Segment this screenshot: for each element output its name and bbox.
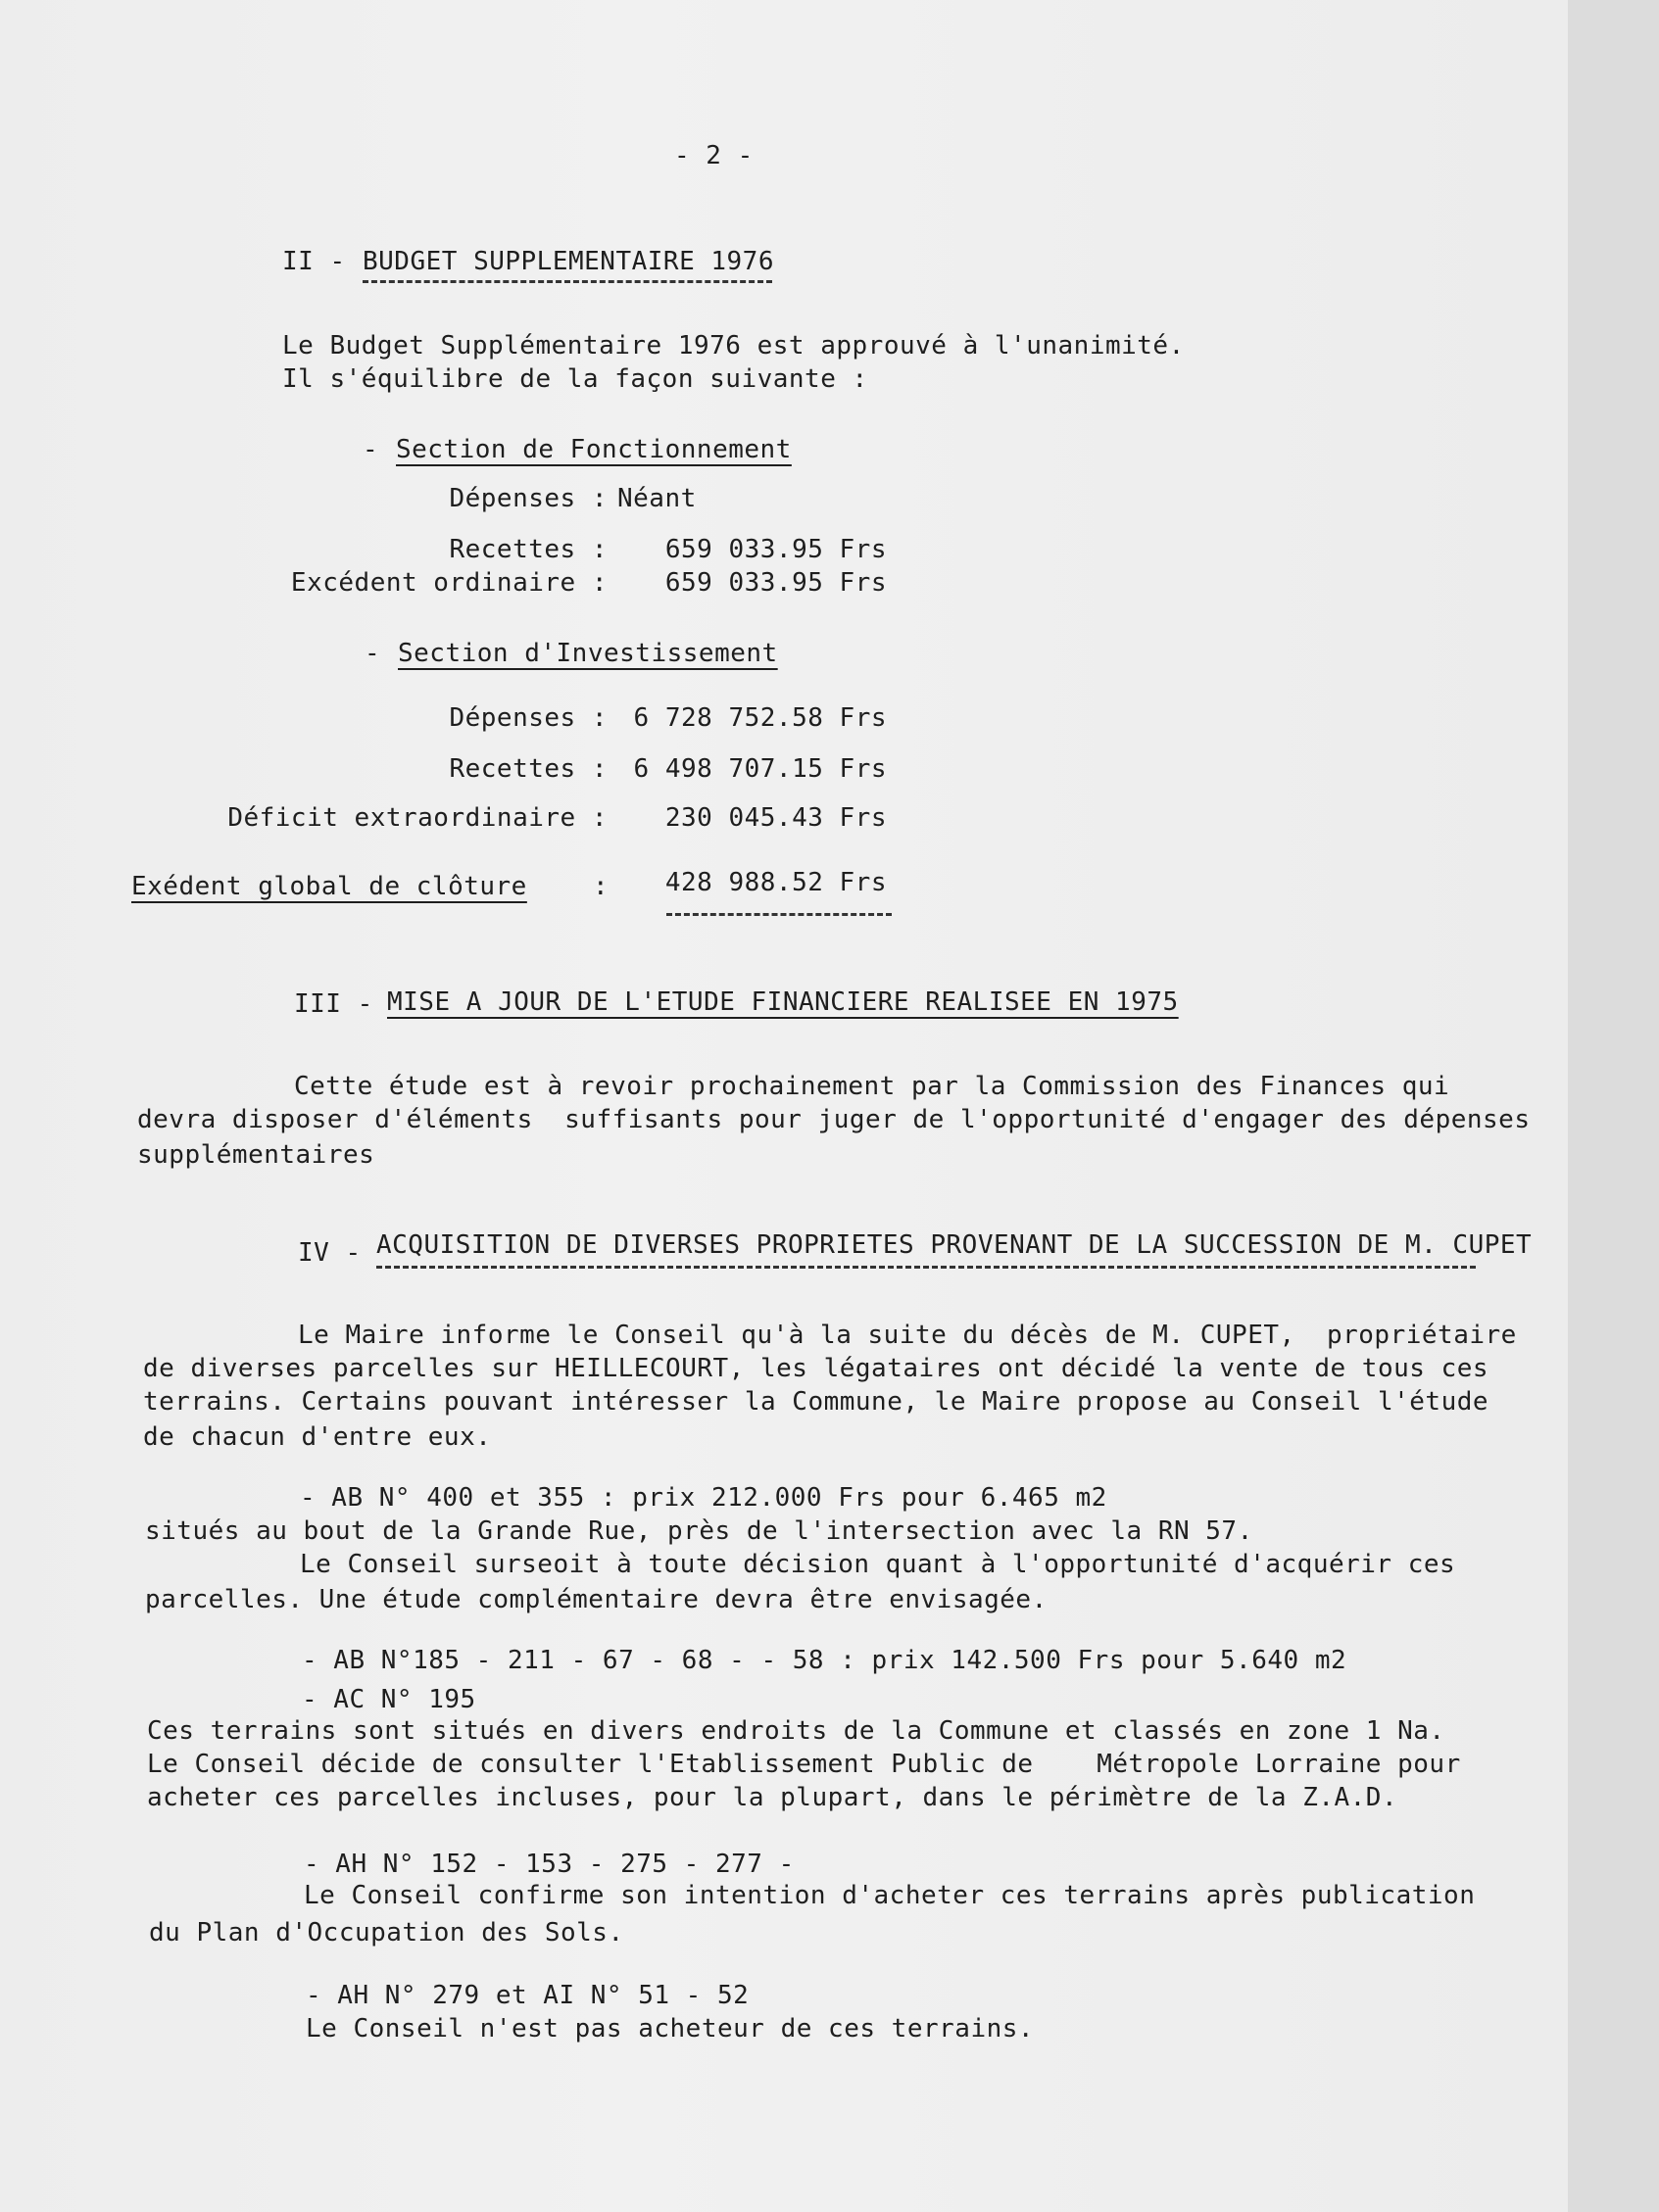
fonct-depenses-label: Dépenses :: [449, 484, 608, 513]
fonct-recettes-label: Recettes :: [449, 535, 608, 564]
invest-depenses-label: Dépenses :: [449, 703, 608, 733]
p3-line-2: - AC N° 195: [302, 1685, 476, 1714]
section-4-heading: ACQUISITION DE DIVERSES PROPRIETES PROVENANT DE LA SUCCESSION DE M. CUPET: [376, 1230, 1533, 1260]
section-2-intro-line-2: Il s'équilibre de la façon suivante :: [282, 364, 868, 394]
section-2-heading-underline: [363, 280, 772, 283]
cloture-value: 428 988.52 Frs: [664, 868, 887, 897]
cloture-label: Exédent global de clôture: [131, 872, 527, 901]
p2-line-4: parcelles. Une étude complémentaire devra être envisagée.: [145, 1585, 1048, 1614]
invest-deficit-label: Déficit extraordinaire :: [227, 803, 608, 833]
cloture-colon: :: [593, 872, 610, 901]
p4-line-1: - AH N° 152 - 153 - 275 - 277 -: [304, 1850, 795, 1879]
page-number: - 2 -: [674, 141, 754, 170]
section-2-heading: BUDGET SUPPLEMENTAIRE 1976: [363, 247, 774, 276]
p1-line-4: de chacun d'entre eux.: [143, 1422, 492, 1452]
section-3-line-1: Cette étude est à revoir prochainement par la Commission des Finances qui: [294, 1072, 1450, 1101]
p2-line-1: - AB N° 400 et 355 : prix 212.000 Frs pour 6.465 m2: [300, 1483, 1107, 1513]
p1-line-3: terrains. Certains pouvant intéresser la Commune, le Maire propose au Conseil l'étude: [143, 1387, 1489, 1417]
p1-line-1: Le Maire informe le Conseil qu'à la suite du décès de M. CUPET, propriétaire: [298, 1321, 1517, 1350]
fonct-depenses-value: Néant: [617, 484, 697, 513]
section-4-heading-underline: [376, 1266, 1476, 1269]
fonct-recettes-value: 659 033.95 Frs: [664, 535, 887, 564]
section-2-intro-line-1: Le Budget Supplémentaire 1976 est approuvé à l'unanimité.: [282, 331, 1185, 361]
p2-line-2: situés au bout de la Grande Rue, près de l'intersection avec la RN 57.: [145, 1516, 1253, 1546]
section-2-number: II -: [282, 247, 346, 276]
p3-line-5: acheter ces parcelles incluses, pour la plupart, dans le périmètre de la Z.A.D.: [147, 1783, 1398, 1812]
page-edge: [1568, 0, 1659, 2212]
section-3-line-2: devra disposer d'éléments suffisants pour juger de l'opportunité d'engager des dépenses: [137, 1105, 1531, 1134]
invest-recettes-label: Recettes :: [449, 754, 608, 784]
p4-line-3: du Plan d'Occupation des Sols.: [149, 1918, 624, 1948]
p3-line-4: Le Conseil décide de consulter l'Etablissement Public de Métropole Lorraine pour: [147, 1750, 1461, 1779]
section-3-line-3: supplémentaires: [137, 1140, 375, 1170]
p1-line-2: de diverses parcelles sur HEILLECOURT, les légataires ont décidé la vente de tous ces: [143, 1354, 1489, 1383]
invest-deficit-value: 230 045.43 Frs: [664, 803, 887, 833]
p2-line-3: Le Conseil surseoit à toute décision quant à l'opportunité d'acquérir ces: [300, 1550, 1456, 1579]
fonct-excedent-value: 659 033.95 Frs: [664, 568, 887, 598]
section-3-heading: MISE A JOUR DE L'ETUDE FINANCIERE REALISEE EN 1975: [387, 987, 1179, 1017]
investissement-dash: -: [365, 639, 381, 668]
invest-depenses-value: 6 728 752.58 Frs: [633, 703, 887, 733]
cloture-total-rule: [666, 913, 892, 916]
p5-line-1: - AH N° 279 et AI N° 51 - 52: [306, 1981, 750, 2010]
p3-line-1: - AB N°185 - 211 - 67 - 68 - - 58 : prix 142.500 Frs pour 5.640 m2: [302, 1646, 1347, 1675]
invest-recettes-value: 6 498 707.15 Frs: [633, 754, 887, 784]
investissement-title: Section d'Investissement: [398, 639, 778, 668]
fonctionnement-dash: -: [363, 435, 379, 464]
section-3-number: III -: [294, 989, 373, 1019]
fonct-excedent-label: Excédent ordinaire :: [290, 568, 608, 598]
p5-line-2: Le Conseil n'est pas acheteur de ces terrains.: [306, 2014, 1035, 2044]
p4-line-2: Le Conseil confirme son intention d'acheter ces terrains après publication: [304, 1881, 1476, 1910]
fonctionnement-title: Section de Fonctionnement: [396, 435, 792, 464]
p3-line-3: Ces terrains sont situés en divers endroits de la Commune et classés en zone 1 Na.: [147, 1716, 1445, 1746]
section-4-number: IV -: [298, 1238, 362, 1268]
